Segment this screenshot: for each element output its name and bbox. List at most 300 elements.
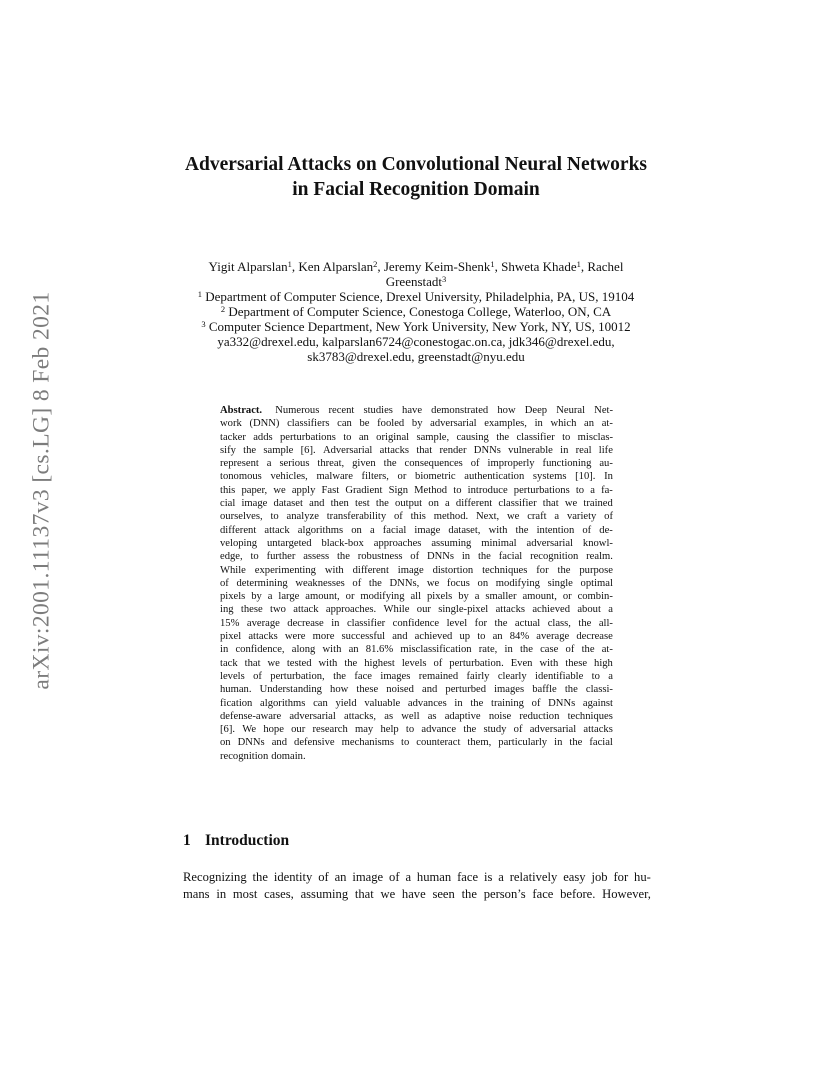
- word: can: [337, 418, 352, 430]
- word: Gradient: [345, 484, 383, 496]
- word: image: [241, 498, 268, 510]
- word: actual: [514, 617, 541, 629]
- word: amount,: [305, 591, 340, 603]
- affiliation-marker: 2: [220, 304, 226, 314]
- word: levels: [220, 670, 245, 682]
- word: we: [564, 498, 578, 510]
- word: dataset,: [448, 524, 481, 536]
- word: have: [401, 887, 426, 901]
- word: these: [356, 684, 379, 696]
- word: vehicles,: [270, 471, 308, 483]
- word: of: [253, 670, 262, 682]
- word: achieved: [532, 604, 571, 616]
- word: output: [395, 498, 423, 510]
- word: case: [540, 644, 559, 656]
- word: determining: [236, 577, 288, 589]
- word: most: [232, 887, 258, 901]
- word: adaptive: [444, 710, 481, 722]
- word: of: [318, 870, 329, 884]
- word: robustness: [357, 551, 403, 563]
- word: pixels: [426, 591, 453, 603]
- word: hu-: [634, 870, 651, 884]
- word: successful: [341, 631, 386, 643]
- word: [10].: [575, 471, 596, 483]
- word: tacker: [220, 431, 246, 443]
- word: Net-: [594, 405, 613, 416]
- affiliation-marker: 1: [576, 259, 581, 269]
- word: edge,: [220, 551, 243, 563]
- word: may: [354, 724, 374, 736]
- word: for: [474, 617, 488, 629]
- word: attacks,: [344, 710, 377, 722]
- introduction-paragraph: [183, 869, 651, 903]
- word: sample: [263, 444, 294, 456]
- word: a: [608, 604, 613, 616]
- word: the: [461, 887, 477, 901]
- word: perturbed: [445, 684, 487, 696]
- word: valuable: [364, 697, 401, 709]
- word: on: [477, 577, 489, 589]
- word: knowl-: [582, 537, 613, 549]
- word: the: [578, 617, 592, 629]
- word: Fast: [321, 484, 340, 496]
- word: the: [581, 644, 595, 656]
- word: assuming: [300, 887, 349, 901]
- word: of: [433, 657, 443, 669]
- word: 15%: [220, 617, 240, 629]
- word: be: [359, 418, 370, 430]
- word: human: [416, 870, 452, 884]
- word: these: [565, 657, 588, 669]
- author-names-line: [150, 274, 682, 289]
- abstract-line: [220, 497, 613, 510]
- word: that: [244, 657, 261, 669]
- word: we: [273, 484, 286, 496]
- email-line: ya332@drexel.edu, kalparslan6724@conestogac.on.ca, jdk346@drexel.edu,: [217, 334, 615, 349]
- word: au-: [599, 458, 613, 470]
- word: class,: [547, 617, 571, 629]
- word: algorithms: [260, 697, 306, 709]
- word: [6].: [300, 444, 316, 456]
- word: an: [358, 431, 369, 443]
- abstract-line: [220, 510, 613, 523]
- word: to: [562, 431, 571, 443]
- word: combin-: [577, 591, 613, 603]
- word: the: [463, 724, 477, 736]
- word: research: [312, 724, 348, 736]
- word: defensive: [294, 737, 335, 749]
- word: a: [445, 498, 450, 510]
- word: can: [313, 697, 328, 709]
- word: against: [582, 697, 613, 709]
- word: consequences: [404, 458, 463, 470]
- word: classifier: [346, 617, 386, 629]
- email-line: sk3783@drexel.edu, greenstadt@nyu.edu: [307, 349, 525, 364]
- word: counteract: [416, 737, 461, 749]
- word: the: [375, 498, 389, 510]
- word: were: [284, 631, 306, 643]
- word: Even: [510, 657, 533, 669]
- word: original: [376, 431, 410, 443]
- word: decrease: [287, 617, 324, 629]
- affiliation-marker: 1: [197, 289, 202, 299]
- word: filters,: [361, 471, 389, 483]
- word: we: [507, 511, 520, 523]
- word: as: [384, 710, 394, 722]
- affiliation-text: Department of Computer Science, Conestoga College, Waterloo, ON, CA: [228, 304, 612, 319]
- abstract-line: [220, 736, 613, 749]
- word: classifier: [498, 498, 537, 510]
- abstract-line: [220, 750, 613, 763]
- word: While: [220, 564, 246, 576]
- word: introduce: [467, 484, 508, 496]
- abstract-line: [220, 524, 613, 537]
- word: a: [498, 870, 504, 884]
- word: of: [410, 551, 420, 563]
- affiliation-marker: 2: [373, 259, 378, 269]
- word: at-: [601, 644, 613, 656]
- word: life: [598, 444, 613, 456]
- word: human.: [220, 684, 252, 696]
- word: an: [492, 631, 503, 643]
- word: authentication: [464, 471, 525, 483]
- word: average: [536, 631, 570, 643]
- word: method.: [433, 511, 469, 523]
- author-name: , Jeremy Keim-Shenk: [377, 259, 491, 274]
- word: the: [494, 617, 508, 629]
- word: in: [220, 644, 229, 656]
- abstract-line: [220, 657, 613, 670]
- word: level: [446, 617, 468, 629]
- word: black-box: [321, 537, 364, 549]
- word: well: [401, 710, 420, 722]
- word: causing: [456, 431, 489, 443]
- abstract-line: [220, 417, 613, 430]
- word: We: [242, 724, 257, 736]
- abstract-line: [220, 431, 613, 444]
- word: the: [477, 551, 491, 563]
- word: is: [483, 870, 493, 884]
- intro-line: [183, 869, 651, 886]
- word: how: [497, 405, 516, 416]
- word: the: [515, 524, 529, 536]
- word: our: [291, 724, 306, 736]
- word: image: [397, 564, 424, 576]
- word: high: [594, 657, 613, 669]
- word: cases,: [264, 887, 294, 901]
- word: to: [591, 670, 600, 682]
- word: fairly: [466, 670, 490, 682]
- word: by: [251, 591, 262, 603]
- word: DNNs: [548, 697, 576, 709]
- word: the: [333, 670, 347, 682]
- abstract-line: [220, 457, 613, 470]
- section-title: Introduction: [205, 832, 290, 849]
- word: trained: [583, 498, 613, 510]
- author-block: [150, 259, 682, 364]
- word: to: [270, 511, 279, 523]
- title-line: in Facial Recognition Domain: [292, 179, 540, 200]
- section-number: 1: [183, 832, 191, 849]
- word: craft: [527, 511, 547, 523]
- word: we: [267, 657, 280, 669]
- word: improperly: [487, 458, 535, 470]
- word: decrease: [576, 631, 613, 643]
- word: with: [322, 644, 342, 656]
- word: DNNs: [237, 737, 265, 749]
- word: perturbations: [513, 484, 570, 496]
- word: that: [354, 887, 374, 901]
- word: techniques: [567, 710, 613, 722]
- word: pixel: [220, 631, 242, 643]
- word: modifying: [360, 591, 405, 603]
- word: we: [426, 577, 440, 589]
- word: of: [220, 577, 229, 589]
- word: DNNs: [473, 444, 501, 456]
- word: assess: [303, 551, 330, 563]
- word: the: [344, 657, 358, 669]
- word: a: [405, 870, 412, 884]
- word: hope: [263, 724, 284, 736]
- word: on: [351, 524, 362, 536]
- word: highest: [364, 657, 395, 669]
- word: perturbations: [279, 431, 336, 443]
- affiliation-marker: 3: [201, 319, 206, 329]
- word: adversarial: [529, 724, 577, 736]
- affiliation-marker: 1: [287, 259, 292, 269]
- word: this: [220, 484, 236, 496]
- word: face: [457, 870, 479, 884]
- word: yield: [335, 697, 357, 709]
- abstract-line: [220, 670, 613, 683]
- word: examples,: [484, 418, 527, 430]
- word: In: [604, 471, 613, 483]
- word: single-pixel: [438, 604, 489, 616]
- word: to: [575, 484, 585, 496]
- word: in: [504, 644, 513, 656]
- arxiv-identifier: arXiv:2001.11137v3 [cs.LG] 8 Feb 2021: [28, 290, 55, 690]
- word: of: [470, 458, 480, 470]
- word: in: [454, 697, 463, 709]
- word: them,: [467, 737, 492, 749]
- word: functioning: [542, 458, 592, 470]
- word: demonstrated: [431, 405, 489, 416]
- word: the: [243, 444, 257, 456]
- word: mechanisms: [341, 737, 394, 749]
- word: assuming: [431, 537, 472, 549]
- word: tested: [286, 657, 312, 669]
- word: apply: [291, 484, 316, 496]
- word: Neural: [556, 405, 586, 416]
- word: at-: [601, 418, 613, 430]
- word: weaknesses: [295, 577, 345, 589]
- word: images: [380, 670, 411, 682]
- word: serious: [279, 458, 310, 470]
- word: single: [547, 577, 573, 589]
- word: sify: [220, 444, 236, 456]
- affiliation-line: [150, 319, 682, 334]
- affiliation-line: [150, 304, 682, 319]
- author-name: , Rachel: [580, 259, 624, 274]
- word: person’s: [483, 887, 526, 901]
- word: with: [539, 657, 559, 669]
- word: large: [278, 591, 300, 603]
- word: or: [562, 591, 572, 603]
- abstract-line: [220, 404, 613, 417]
- arxiv-watermark: [22, 290, 62, 690]
- author-name: , Shweta Khade: [494, 259, 577, 274]
- abstract-line: [220, 444, 613, 457]
- word: confidence,: [235, 644, 285, 656]
- word: work: [220, 418, 242, 430]
- word: easy: [563, 870, 586, 884]
- word: facial: [589, 737, 613, 749]
- word: in: [216, 887, 227, 901]
- abstract-line: [220, 470, 613, 483]
- word: DNNs: [426, 551, 455, 563]
- word: approaches.: [325, 604, 377, 616]
- word: recognition: [220, 750, 269, 762]
- word: rate,: [478, 644, 498, 656]
- abstract-line: [220, 723, 613, 736]
- affiliation-marker: 3: [442, 274, 447, 284]
- word: before.: [560, 887, 596, 901]
- word: misclassification: [400, 644, 472, 656]
- word: variety: [566, 511, 597, 523]
- word: tack: [220, 657, 238, 669]
- word: realm.: [586, 551, 613, 563]
- word: fication: [220, 697, 253, 709]
- word: cial: [220, 498, 236, 510]
- word: levels: [401, 657, 427, 669]
- word: of: [393, 511, 403, 523]
- word: adversarial: [526, 537, 573, 549]
- word: attacks: [495, 604, 526, 616]
- word: advances: [407, 697, 447, 709]
- word: a: [608, 670, 613, 682]
- word: focus: [446, 577, 470, 589]
- abstract-line: [220, 564, 613, 577]
- word: attacks: [248, 631, 278, 643]
- word: in: [554, 737, 563, 749]
- word: amount,: [522, 591, 557, 603]
- affiliation-marker: 1: [490, 259, 495, 269]
- author-name: Yigit Alparslan: [208, 259, 288, 274]
- word: and: [392, 631, 408, 643]
- word: approaches: [373, 537, 422, 549]
- word: by: [458, 591, 469, 603]
- word: more: [312, 631, 335, 643]
- word: remained: [418, 670, 459, 682]
- word: the: [383, 458, 397, 470]
- word: ing: [220, 604, 234, 616]
- abstract-line: [220, 643, 613, 656]
- word: particularly: [498, 737, 548, 749]
- word: untargeted: [267, 537, 312, 549]
- word: malware: [316, 471, 353, 483]
- word: to: [250, 551, 259, 563]
- word: Recognizing: [183, 870, 247, 884]
- word: on: [428, 498, 439, 510]
- word: perturbation.: [449, 657, 504, 669]
- word: of: [513, 724, 523, 736]
- word: a: [474, 591, 480, 603]
- word: 84%: [509, 631, 530, 643]
- word: training: [491, 697, 524, 709]
- word: with: [324, 564, 344, 576]
- affiliation-text: Computer Science Department, New York University, New York, NY, US, 10012: [208, 319, 631, 334]
- word: Sign: [388, 484, 408, 496]
- word: Adversarial: [322, 444, 373, 456]
- word: of: [352, 577, 362, 589]
- word: in: [331, 617, 340, 629]
- word: different: [455, 498, 493, 510]
- word: facial: [498, 551, 523, 563]
- word: which: [550, 418, 577, 430]
- word: adversarial: [430, 418, 477, 430]
- word: of: [582, 524, 592, 536]
- word: a: [267, 591, 273, 603]
- abstract: [220, 404, 613, 763]
- word: 81.6%: [365, 644, 394, 656]
- word: a: [369, 524, 375, 536]
- word: Understanding: [259, 684, 322, 696]
- word: distortion: [432, 564, 474, 576]
- word: analyze: [286, 511, 319, 523]
- word: along: [291, 644, 316, 656]
- word: different: [220, 524, 257, 536]
- word: biometric: [415, 471, 456, 483]
- word: all-: [598, 617, 613, 629]
- intro-line: [183, 886, 651, 903]
- word: smaller: [485, 591, 517, 603]
- word: optimal: [580, 577, 613, 589]
- word: the: [336, 551, 350, 563]
- word: classifiers: [287, 418, 330, 430]
- word: and: [422, 684, 438, 696]
- word: Next,: [475, 511, 500, 523]
- word: While: [383, 604, 410, 616]
- word: to: [343, 431, 352, 443]
- word: to: [477, 631, 486, 643]
- word: baffle: [532, 684, 557, 696]
- word: vulnerable: [508, 444, 553, 456]
- word: identifiable: [535, 670, 584, 682]
- word: an: [334, 870, 347, 884]
- word: image: [352, 870, 384, 884]
- word: on: [220, 737, 231, 749]
- word: with: [488, 524, 508, 536]
- word: that: [416, 444, 433, 456]
- word: two: [270, 604, 286, 616]
- word: test: [355, 498, 370, 510]
- word: algorithms: [297, 524, 344, 536]
- title-line: Adversarial Attacks on Convolutional Neural Networks: [184, 154, 648, 175]
- word: perturbation,: [270, 670, 325, 682]
- word: clearly: [497, 670, 527, 682]
- word: threat,: [317, 458, 345, 470]
- word: noise: [488, 710, 512, 722]
- word: to: [453, 484, 462, 496]
- word: real: [575, 444, 592, 456]
- word: and: [309, 498, 325, 510]
- word: a: [554, 511, 560, 523]
- word: adversarial: [289, 710, 336, 722]
- word: of: [565, 644, 575, 656]
- word: in: [534, 418, 543, 430]
- word: confidence: [392, 617, 440, 629]
- word: Method: [414, 484, 448, 496]
